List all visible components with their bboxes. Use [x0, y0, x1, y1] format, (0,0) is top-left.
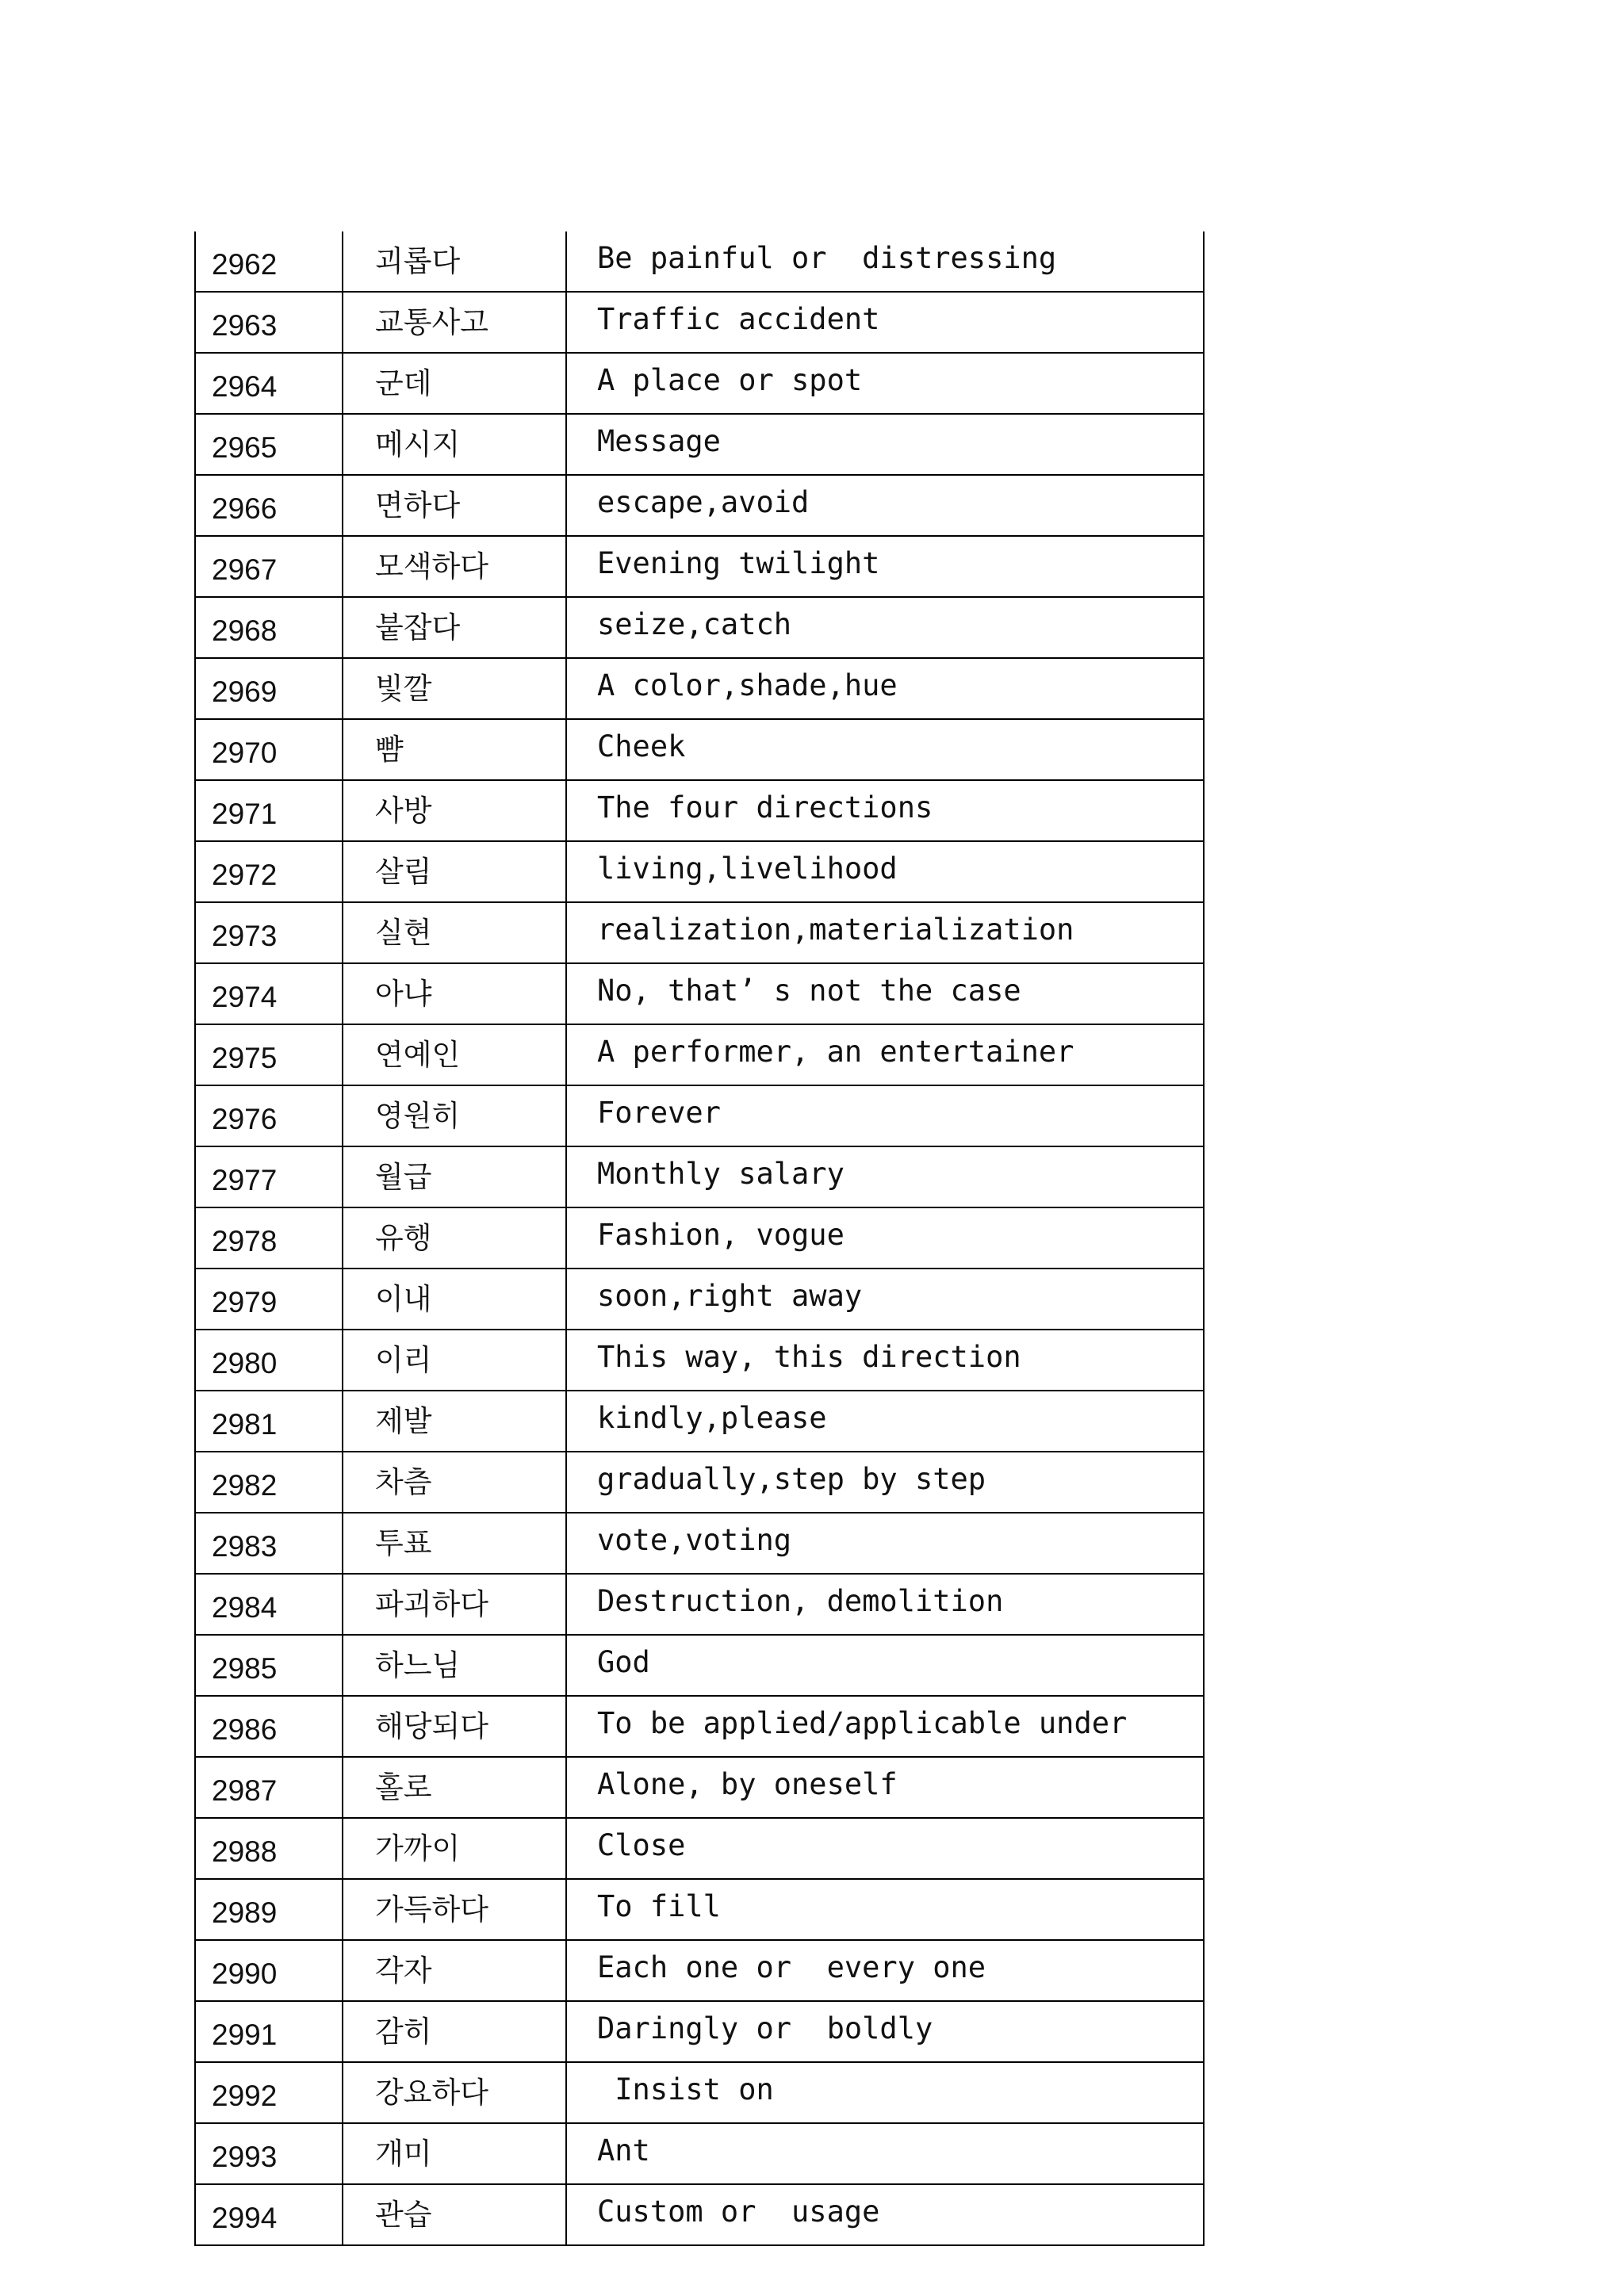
korean-word: 이리	[343, 1330, 566, 1391]
entry-number: 2986	[195, 1696, 343, 1757]
english-meaning: Ant	[566, 2123, 1204, 2184]
korean-word: 교통사고	[343, 292, 566, 353]
english-meaning: This way, this direction	[566, 1330, 1204, 1391]
korean-word: 투표	[343, 1513, 566, 1574]
english-meaning: Destruction, demolition	[566, 1574, 1204, 1635]
table-row	[195, 1696, 1204, 1757]
entry-number: 2983	[195, 1513, 343, 1574]
english-meaning: A color,shade,hue	[566, 658, 1204, 719]
korean-word: 실현	[343, 902, 566, 963]
table-row	[195, 780, 1204, 841]
korean-word: 하느님	[343, 1635, 566, 1696]
entry-number: 2965	[195, 414, 343, 475]
table-row	[195, 597, 1204, 658]
korean-word: 관습	[343, 2184, 566, 2245]
entry-number: 2987	[195, 1757, 343, 1818]
table-row	[195, 1207, 1204, 1269]
korean-word: 제발	[343, 1391, 566, 1452]
entry-number: 2967	[195, 536, 343, 597]
english-meaning: Message	[566, 414, 1204, 475]
table-row	[195, 2062, 1204, 2123]
english-meaning: Monthly salary	[566, 1146, 1204, 1207]
table-row	[195, 1879, 1204, 1940]
entry-number: 2991	[195, 2001, 343, 2062]
korean-word: 각자	[343, 1940, 566, 2001]
korean-word: 개미	[343, 2123, 566, 2184]
table-row	[195, 2184, 1204, 2245]
table-row	[195, 1452, 1204, 1513]
korean-word: 홀로	[343, 1757, 566, 1818]
table-row	[195, 658, 1204, 719]
english-meaning: Forever	[566, 1085, 1204, 1146]
korean-word: 아냐	[343, 963, 566, 1024]
english-meaning: Evening twilight	[566, 536, 1204, 597]
table-row	[195, 1818, 1204, 1879]
english-meaning: escape,avoid	[566, 475, 1204, 536]
english-meaning: Close	[566, 1818, 1204, 1879]
english-meaning: realization,materialization	[566, 902, 1204, 963]
entry-number: 2978	[195, 1207, 343, 1269]
english-meaning: The four directions	[566, 780, 1204, 841]
table-row	[195, 353, 1204, 414]
entry-number: 2964	[195, 353, 343, 414]
english-meaning: living,livelihood	[566, 841, 1204, 902]
entry-number: 2979	[195, 1269, 343, 1330]
entry-number: 2982	[195, 1452, 343, 1513]
korean-word: 이내	[343, 1269, 566, 1330]
table-row	[195, 1635, 1204, 1696]
korean-word: 뺨	[343, 719, 566, 780]
entry-number: 2984	[195, 1574, 343, 1635]
table-row	[195, 1940, 1204, 2001]
english-meaning: Each one or every one	[566, 1940, 1204, 2001]
entry-number: 2992	[195, 2062, 343, 2123]
entry-number: 2975	[195, 1024, 343, 1085]
entry-number: 2963	[195, 292, 343, 353]
table-row	[195, 1024, 1204, 1085]
table-row	[195, 1085, 1204, 1146]
table-row	[195, 1391, 1204, 1452]
korean-word: 사방	[343, 780, 566, 841]
korean-word: 붙잡다	[343, 597, 566, 658]
table-row	[195, 1757, 1204, 1818]
english-meaning: Custom or usage	[566, 2184, 1204, 2245]
korean-word: 감히	[343, 2001, 566, 2062]
korean-word: 영원히	[343, 1085, 566, 1146]
korean-word: 유행	[343, 1207, 566, 1269]
korean-word: 살림	[343, 841, 566, 902]
table-row	[195, 1513, 1204, 1574]
korean-word: 가까이	[343, 1818, 566, 1879]
english-meaning: A performer, an entertainer	[566, 1024, 1204, 1085]
entry-number: 2994	[195, 2184, 343, 2245]
table-row	[195, 536, 1204, 597]
korean-word: 월급	[343, 1146, 566, 1207]
entry-number: 2980	[195, 1330, 343, 1391]
entry-number: 2969	[195, 658, 343, 719]
english-meaning: vote,voting	[566, 1513, 1204, 1574]
english-meaning: Fashion, vogue	[566, 1207, 1204, 1269]
english-meaning: Be painful or distressing	[566, 232, 1204, 292]
english-meaning: Cheek	[566, 719, 1204, 780]
table-row	[195, 902, 1204, 963]
entry-number: 2968	[195, 597, 343, 658]
entry-number: 2993	[195, 2123, 343, 2184]
table-row	[195, 1269, 1204, 1330]
table-row	[195, 1146, 1204, 1207]
table-row	[195, 414, 1204, 475]
entry-number: 2977	[195, 1146, 343, 1207]
english-meaning: Insist on	[566, 2062, 1204, 2123]
korean-word: 괴롭다	[343, 232, 566, 292]
english-meaning: kindly,please	[566, 1391, 1204, 1452]
korean-word: 강요하다	[343, 2062, 566, 2123]
entry-number: 2988	[195, 1818, 343, 1879]
english-meaning: To fill	[566, 1879, 1204, 1940]
table-row	[195, 292, 1204, 353]
korean-word: 파괴하다	[343, 1574, 566, 1635]
korean-word: 연예인	[343, 1024, 566, 1085]
english-meaning: Alone, by oneself	[566, 1757, 1204, 1818]
korean-word: 빛깔	[343, 658, 566, 719]
korean-word: 메시지	[343, 414, 566, 475]
korean-word: 차츰	[343, 1452, 566, 1513]
korean-word: 모색하다	[343, 536, 566, 597]
korean-word: 가득하다	[343, 1879, 566, 1940]
entry-number: 2962	[195, 232, 343, 292]
entry-number: 2990	[195, 1940, 343, 2001]
table-row	[195, 1330, 1204, 1391]
vocabulary-table	[194, 232, 1205, 2246]
english-meaning: soon,right away	[566, 1269, 1204, 1330]
english-meaning: Traffic accident	[566, 292, 1204, 353]
korean-word: 해당되다	[343, 1696, 566, 1757]
entry-number: 2989	[195, 1879, 343, 1940]
english-meaning: To be applied/applicable under	[566, 1696, 1204, 1757]
entry-number: 2966	[195, 475, 343, 536]
table-row	[195, 841, 1204, 902]
korean-word: 면하다	[343, 475, 566, 536]
entry-number: 2985	[195, 1635, 343, 1696]
entry-number: 2981	[195, 1391, 343, 1452]
entry-number: 2972	[195, 841, 343, 902]
entry-number: 2970	[195, 719, 343, 780]
english-meaning: No, that’ s not the case	[566, 963, 1204, 1024]
english-meaning: gradually,step by step	[566, 1452, 1204, 1513]
english-meaning: God	[566, 1635, 1204, 1696]
table-row	[195, 2001, 1204, 2062]
korean-word: 군데	[343, 353, 566, 414]
english-meaning: A place or spot	[566, 353, 1204, 414]
entry-number: 2974	[195, 963, 343, 1024]
table-row	[195, 475, 1204, 536]
english-meaning: seize,catch	[566, 597, 1204, 658]
vocabulary-table-body	[195, 232, 1204, 2245]
english-meaning: Daringly or boldly	[566, 2001, 1204, 2062]
entry-number: 2973	[195, 902, 343, 963]
entry-number: 2976	[195, 1085, 343, 1146]
table-row	[195, 232, 1204, 292]
table-row	[195, 963, 1204, 1024]
table-row	[195, 719, 1204, 780]
table-row	[195, 2123, 1204, 2184]
table-row	[195, 1574, 1204, 1635]
entry-number: 2971	[195, 780, 343, 841]
